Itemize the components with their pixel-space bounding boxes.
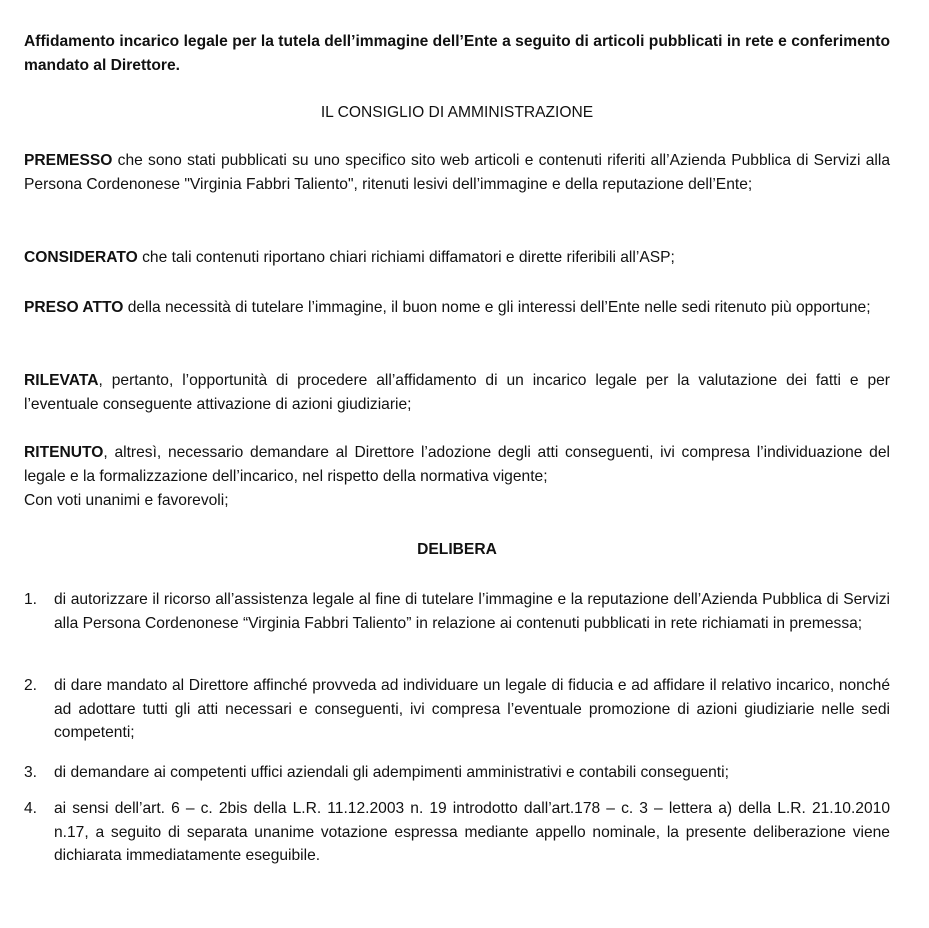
paragraph-considerato [24, 246, 890, 270]
votes-line: Con voti unanimi e favorevoli; [24, 492, 229, 509]
list-item-text: ai sensi dell’art. 6 – c. 2bis della L.R. 11.12.2003 n. 19 introdotto dall’art.178 – c. 3 – lettera a) della L.R. 21.10.2010 n.17, a seguito di separata unanime votazione espressa mediante appello nominale, la presente deliberazione viene dichiarata immediatamente eseguibile. [54, 800, 890, 864]
council-heading: IL CONSIGLIO DI AMMINISTRAZIONE [320, 104, 594, 121]
paragraph-lead: RITENUTO [24, 444, 104, 461]
paragraph-rilevata [24, 369, 890, 416]
paragraph-text: della necessità di tutelare l’immagine, il buon nome e gli interessi dell’Ente nelle sedi ritenuto più opportune; [123, 299, 871, 316]
delibera-heading: DELIBERA [417, 541, 497, 558]
paragraph-text: , pertanto, l’opportunità di procedere all’affidamento di un incarico legale per la valutazione dei fatti e per l’eventuale conseguente attivazione di azioni giudiziarie; [24, 372, 890, 413]
list-item-number: 3. [24, 764, 38, 781]
list-item-number: 1. [24, 591, 38, 608]
paragraph-text: che tali contenuti riportano chiari richiami diffamatori e dirette riferibili all’ASP; [137, 249, 675, 266]
list-item-text: di autorizzare il ricorso all’assistenza legale al fine di tutelare l’immagine e la reputazione dell’Azienda Pubblica di Servizi alla Persona Cordenonese “Virginia Fabbri Taliento” in relazione ai contenuti pubblicati in rete richiamati in premessa; [54, 591, 890, 632]
list-item-number: 4. [24, 800, 38, 817]
list-item-text: di demandare ai competenti uffici aziendali gli adempimenti amministrativi e contabili conseguenti; [54, 764, 729, 781]
paragraph-preso-atto [24, 296, 890, 320]
paragraph-premesso [24, 149, 890, 196]
list-item-text: di dare mandato al Direttore affinché provveda ad individuare un legale di fiducia e ad affidare il relativo incarico, nonché ad adottare tutti gli atti necessari e conseguenti, ivi compresa l’eventuale promozione di azioni giudiziarie nelle sedi competenti; [54, 677, 890, 741]
paragraph-lead: CONSIDERATO [24, 249, 138, 266]
list-item-number: 2. [24, 677, 38, 694]
paragraph-lead: PRESO ATTO [24, 299, 124, 316]
paragraph-text: , altresì, necessario demandare al Direttore l’adozione degli atti conseguenti, ivi compresa l’individuazione del legale e la formalizzazione dell’incarico, nel rispetto della normativa vigente; [24, 444, 890, 485]
paragraph-text: che sono stati pubblicati su uno specifico sito web articoli e contenuti riferiti all’Azienda Pubblica di Servizi alla Persona Cordenonese "Virginia Fabbri Taliento", ritenuti lesivi dell’immagine e della reputazione dell’Ente; [24, 152, 890, 193]
document-title: Affidamento incarico legale per la tutela dell’immagine dell’Ente a seguito di articoli pubblicati in rete e conferimento mandato al Direttore. [24, 33, 890, 74]
paragraph-lead: PREMESSO [24, 152, 113, 169]
paragraph-lead: RILEVATA [24, 372, 99, 389]
paragraph-ritenuto [24, 441, 890, 488]
